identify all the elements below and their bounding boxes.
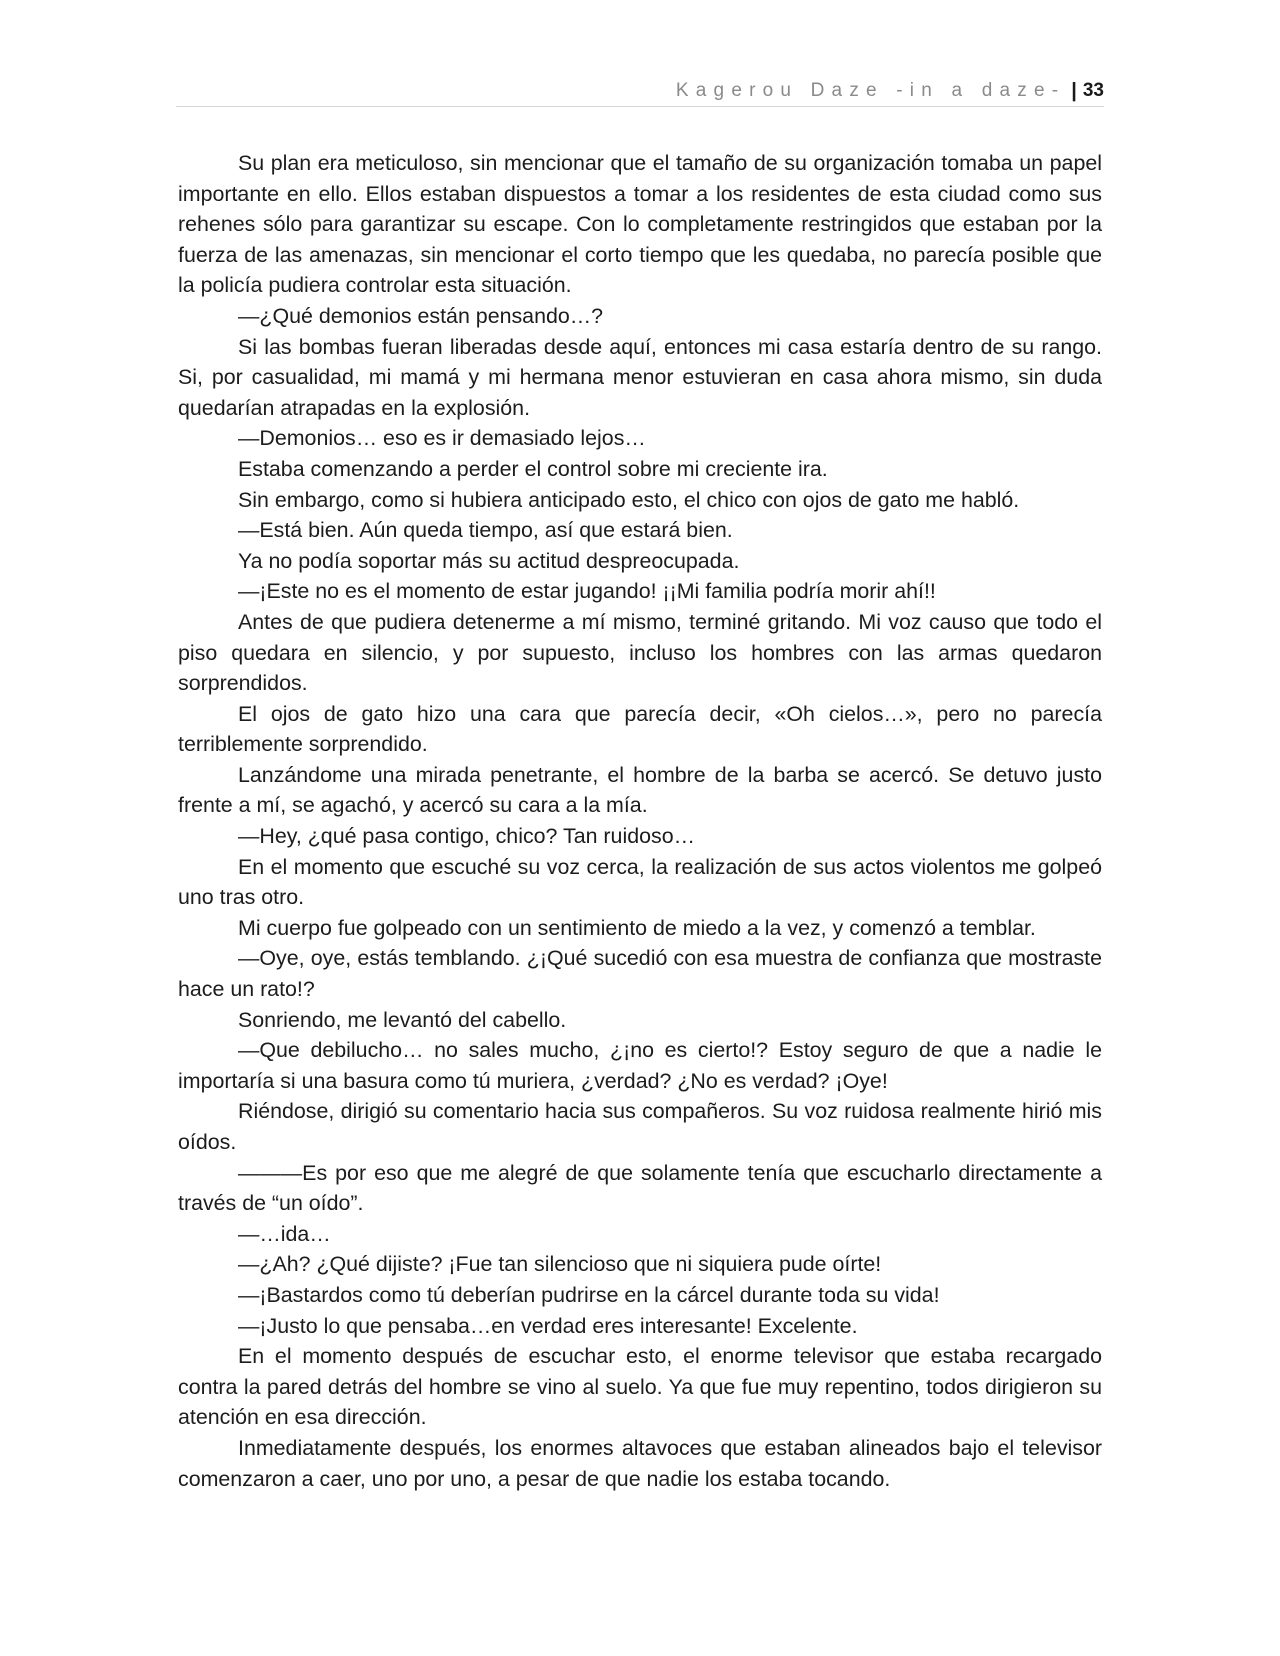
book-title: Kagerou Daze -in a daze-: [675, 80, 1066, 101]
paragraph: Estaba comenzando a perder el control sobre mi creciente ira.: [238, 456, 828, 481]
paragraph: —¡Bastardos como tú deberían pudrirse en la cárcel durante toda su vida!: [238, 1282, 940, 1307]
body-text: [178, 148, 1102, 1494]
paragraph: —Demonios… eso es ir demasiado lejos…: [238, 426, 646, 451]
paragraph: —Oye, oye, estás temblando. ¿¡Qué sucedió con esa muestra de confianza que mostraste hace un rato!?: [178, 946, 1102, 1002]
paragraph: Ya no podía soportar más su actitud despreocupada.: [238, 548, 740, 573]
page-number: 33: [1082, 80, 1104, 101]
paragraph: ———Es por eso que me alegré de que solamente tenía que escucharlo directamente a través de “un oído”.: [178, 1160, 1102, 1216]
paragraph: —¿Qué demonios están pensando…?: [238, 303, 604, 328]
paragraph: Antes de que pudiera detenerme a mí mismo, terminé gritando. Mi voz causo que todo el piso quedara en silencio, y por supuesto, incluso los hombres con las armas quedaron sorprendidos.: [178, 609, 1102, 696]
paragraph: En el momento que escuché su voz cerca, la realización de sus actos violentos me golpeó uno tras otro.: [178, 854, 1102, 910]
running-header: [176, 76, 1104, 106]
paragraph: —¡Este no es el momento de estar jugando! ¡¡Mi familia podría morir ahí!!: [238, 579, 936, 604]
paragraph: Si las bombas fueran liberadas desde aquí, entonces mi casa estaría dentro de su rango. Si, por casualidad, mi mamá y mi hermana menor estuvieran en casa ahora mismo, sin duda quedarían atrapadas en la explosión.: [178, 334, 1102, 420]
paragraph: El ojos de gato hizo una cara que parecía decir, «Oh cielos…», pero no parecía terriblemente sorprendido.: [178, 701, 1102, 757]
header-separator: |: [1071, 79, 1077, 102]
paragraph: Mi cuerpo fue golpeado con un sentimiento de miedo a la vez, y comenzó a temblar.: [238, 915, 1036, 940]
paragraph: —Que debilucho… no sales mucho, ¿¡no es cierto!? Estoy seguro de que a nadie le importaría si una basura como tú muriera, ¿verdad? ¿No es verdad? ¡Oye!: [178, 1038, 1102, 1093]
paragraph: Su plan era meticuloso, sin mencionar que el tamaño de su organización tomaba un papel importante en ello. Ellos estaban dispuestos a tomar a los residentes de esta ciudad como sus rehenes sólo para garantizar su escape. Con lo completamente restringidos que estaban por la fuerza de las amenazas, sin mencionar el corto tiempo que les quedaba, no parecía posible que la policía pudiera controlar esta situación.: [178, 151, 1102, 298]
paragraph: —Está bien. Aún queda tiempo, así que estará bien.: [238, 518, 733, 543]
header-rule: [176, 106, 1104, 107]
paragraph: —…ida…: [238, 1221, 331, 1246]
paragraph: Sin embargo, como si hubiera anticipado esto, el chico con ojos de gato me habló.: [238, 487, 1020, 512]
paragraph: —¡Justo lo que pensaba…en verdad eres interesante! Excelente.: [238, 1313, 858, 1338]
paragraph: Inmediatamente después, los enormes altavoces que estaban alineados bajo el televisor comenzaron a caer, uno por uno, a pesar de que nadie los estaba tocando.: [178, 1435, 1102, 1491]
paragraph: En el momento después de escuchar esto, el enorme televisor que estaba recargado contra la pared detrás del hombre se vino al suelo. Ya que fue muy repentino, todos dirigieron su atención en esa dirección.: [178, 1344, 1102, 1430]
paragraph: Lanzándome una mirada penetrante, el hombre de la barba se acercó. Se detuvo justo frente a mí, se agachó, y acercó su cara a la mía.: [178, 762, 1102, 818]
paragraph: Sonriendo, me levantó del cabello.: [238, 1007, 567, 1032]
paragraph: Riéndose, dirigió su comentario hacia sus compañeros. Su voz ruidosa realmente hirió mis oídos.: [178, 1099, 1102, 1154]
paragraph: —Hey, ¿qué pasa contigo, chico? Tan ruidoso…: [238, 824, 695, 849]
paragraph: —¿Ah? ¿Qué dijiste? ¡Fue tan silencioso que ni siquiera pude oírte!: [238, 1252, 882, 1277]
